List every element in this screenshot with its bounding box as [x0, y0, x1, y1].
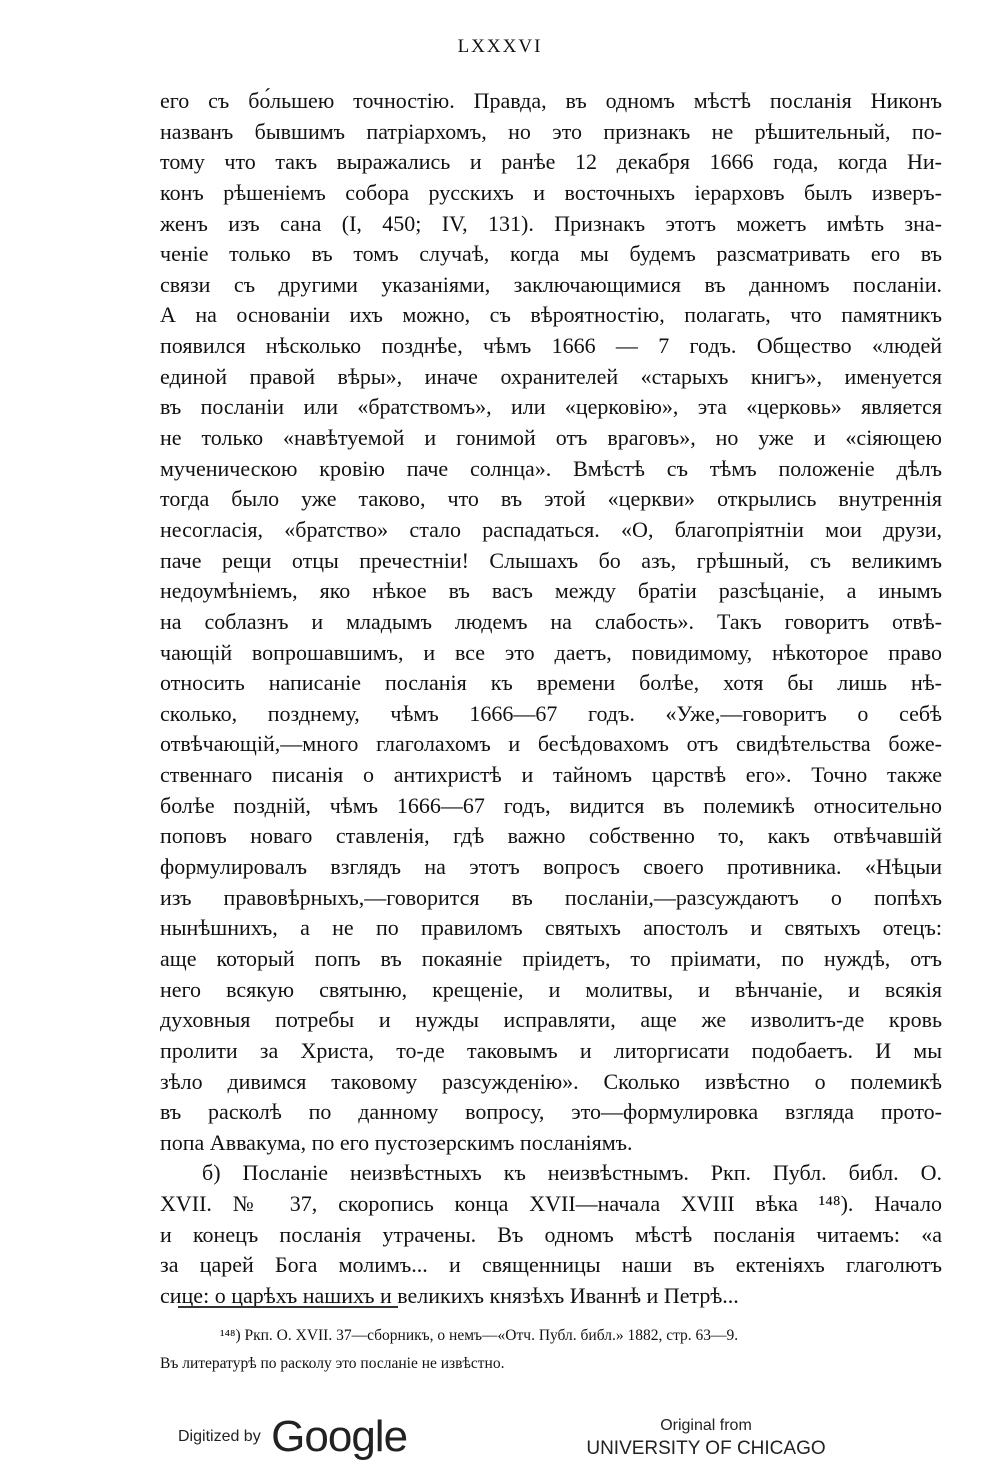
text-line: паче рещи отцы пречестніи! Слышахъ бо азъ, грѣшный, съ великимъ: [160, 547, 942, 573]
text-line: конъ рѣшеніемъ собора русскихъ и восточныхъ іерарховъ былъ изверъ-: [160, 179, 942, 205]
text-line: него всякую святыню, крещеніе, и молитвы, и вѣнчаніе, и всякія: [160, 976, 942, 1002]
text-line: нынѣшнихъ, а не по правиломъ святыхъ апостолъ и святыхъ отецъ:: [160, 915, 942, 941]
text-line: тому что такъ выражались и ранѣе 12 декабря 1666 года, когда Ни-: [160, 149, 942, 175]
text-line: формулировалъ взглядъ на этотъ вопросъ своего противника. «Нѣцыи: [160, 854, 942, 880]
footnote-line: Въ литературѣ по расколу это посланіе не извѣстно.: [160, 1355, 505, 1372]
text-line: связи съ другими указаніями, заключающимися въ данномъ посланіи.: [160, 271, 942, 297]
digitized-by-watermark: [178, 1412, 407, 1462]
original-from-watermark: [586, 1416, 826, 1462]
text-line: недоумѣніемъ, яко нѣкое въ васъ между братіи разсѣцаніе, а инымъ: [160, 578, 942, 604]
google-logo: Google: [271, 1412, 408, 1461]
text-line: женъ изъ сана (I, 450; IV, 131). Признакъ этотъ можетъ имѣть зна-: [160, 210, 942, 236]
text-line: духовныя потребы и нужды исправляти, аще же изволитъ-де кровь: [160, 1007, 942, 1033]
original-from-label: Original from: [660, 1417, 752, 1434]
text-line: болѣе поздній, чѣмъ 1666—67 годъ, видится въ полемикѣ относительно: [160, 792, 942, 818]
text-line: названъ бывшимъ патріархомъ, но это признакъ не рѣшительный, по-: [160, 118, 942, 144]
text-line: мученическою кровію паче солнца». Вмѣстѣ съ тѣмъ положеніе дѣлъ: [160, 455, 942, 481]
text-line: изъ правовѣрныхъ,—говорится въ посланіи,—разсуждаютъ о попѣхъ: [160, 884, 942, 910]
text-line: и конецъ посланія утрачены. Въ одномъ мѣстѣ посланія читаемъ: «а: [160, 1221, 942, 1247]
text-line: ственнаго писанія о антихристѣ и тайномъ царствѣ его». Точно также: [160, 762, 942, 788]
text-line: XVII. № 37, скоропись конца XVII—начала XVIII вѣка ¹⁴⁸). Начало: [160, 1191, 942, 1217]
text-line: аще который попъ въ покаяніе пріидетъ, то пріимати, по нуждѣ, отъ: [160, 945, 942, 971]
text-line: единой правой вѣры», иначе охранителей «старыхъ книгъ», именуется: [160, 363, 942, 389]
text-line: сице: о царѣхъ нашихъ и великихъ князѣхъ Иваннѣ и Петрѣ...: [160, 1282, 739, 1308]
text-line: ченіе только въ томъ случаѣ, когда мы будемъ разсматривать его въ: [160, 241, 942, 267]
page-number: LXXXVI: [457, 36, 543, 57]
text-line: появился нѣсколько позднѣе, чѣмъ 1666 — 7 годъ. Общество «людей: [160, 333, 942, 359]
text-line: на соблазнъ и младымъ людемъ на слабость». Такъ говоритъ отвѣ-: [160, 608, 942, 634]
text-line: его съ бо́льшею точностію. Правда, въ одномъ мѣстѣ посланія Никонъ: [160, 88, 942, 113]
digitized-by-label: Digitized by: [178, 1428, 261, 1445]
text-line: попа Аввакума, по его пустозерскимъ посланіямъ.: [160, 1129, 633, 1155]
body-text: [160, 86, 942, 1312]
text-line: за царей Бога молимъ... и священницы наши въ ектеніяхъ глаголютъ: [160, 1252, 942, 1278]
footnote-line: ¹⁴⁸) Ркп. О. XVII. 37—сборникъ, о немъ—«Отч. Публ. библ.» 1882, стр. 63—9.: [220, 1327, 739, 1344]
text-line: зѣло дивимся таковому разсужденію». Сколько извѣстно о полемикѣ: [160, 1068, 942, 1094]
text-line: тогда было уже таково, что въ этой «церкви» открылись внутреннія: [160, 486, 942, 512]
text-line: отвѣчающій,—много глаголахомъ и бесѣдовахомъ отъ свидѣтельства боже-: [160, 731, 942, 757]
footnote-rule: [178, 1306, 398, 1308]
text-line: сколько, позднему, чѣмъ 1666—67 годъ. «Уже,—говоритъ о себѣ: [160, 700, 942, 726]
text-line: А на основаніи ихъ можно, съ вѣроятностію, полагать, что памятникъ: [160, 302, 942, 328]
text-line: не только «навѣтуемой и гонимой отъ враговъ», но уже и «сіяющею: [160, 425, 942, 451]
text-line: относить написаніе посланія къ времени болѣе, хотя бы лишь нѣ-: [160, 670, 942, 696]
text-line: б) Посланіе неизвѣстныхъ къ неизвѣстнымъ. Ркп. Публ. библ. О.: [202, 1160, 942, 1186]
text-line: въ посланіи или «братствомъ», или «церковію», эта «церковь» является: [160, 394, 942, 420]
text-line: пролити за Христа, то-де таковымъ и литоргисати подобаетъ. И мы: [160, 1037, 942, 1063]
text-line: въ расколѣ по данному вопросу, это—формулировка взгляда прото-: [160, 1099, 942, 1125]
text-line: чающій вопрошавшимъ, и все это даетъ, повидимому, нѣкоторое право: [160, 639, 942, 665]
text-line: несогласія, «братство» стало распадаться. «О, благопріятніи мои друзи,: [160, 516, 942, 542]
text-line: поповъ новаго ставленія, гдѣ важно собственно то, какъ отвѣчавшій: [160, 823, 942, 849]
institution-name: UNIVERSITY OF CHICAGO: [586, 1438, 826, 1459]
footnotes: [160, 1322, 942, 1378]
